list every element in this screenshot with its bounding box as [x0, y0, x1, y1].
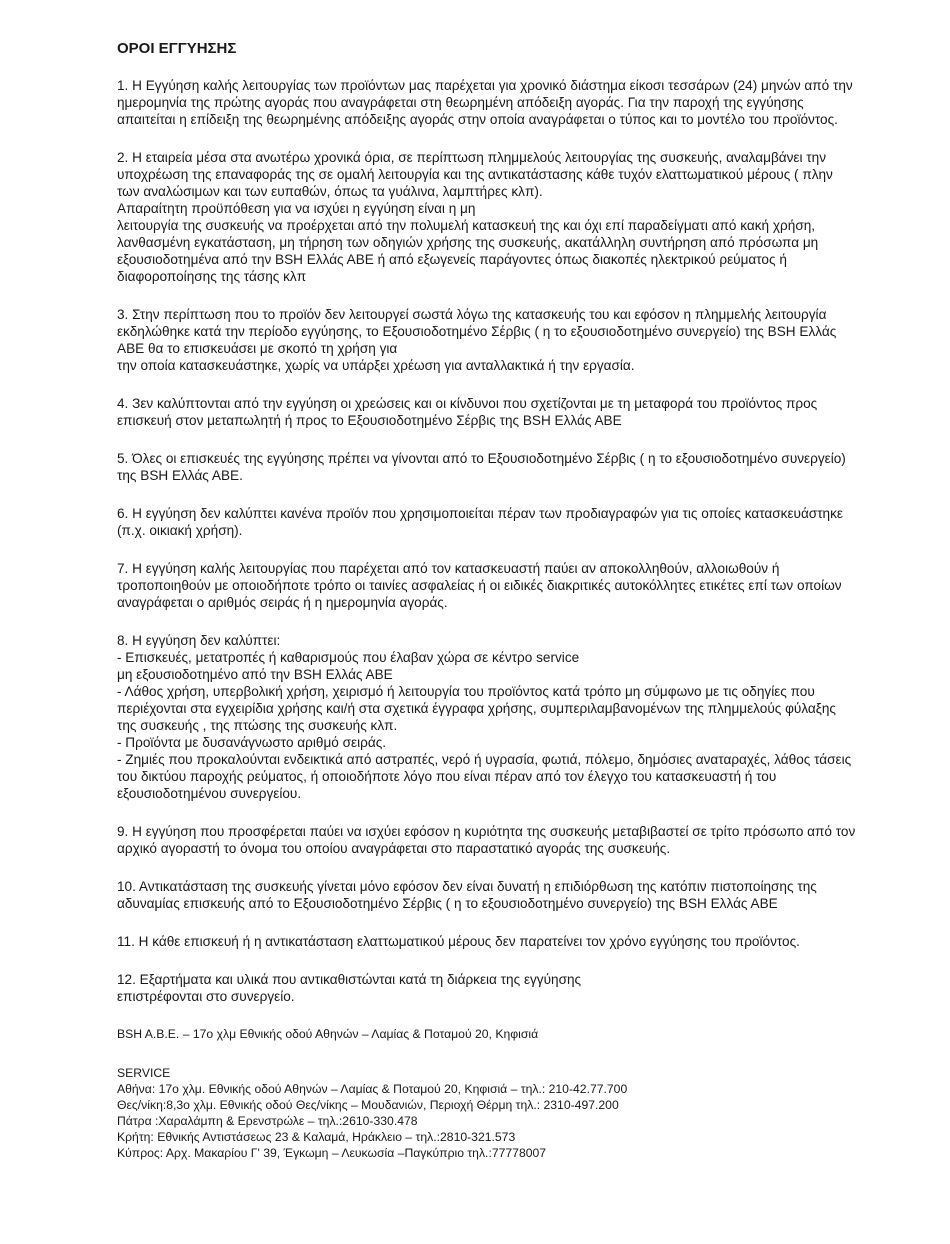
- service-heading: SERVICE: [117, 1066, 171, 1080]
- warranty-document: [117, 40, 857, 1161]
- service-line-crete: Κρήτη: Εθνικής Αντιστάσεως 23 & Καλαμά, Ηράκλειο – τηλ.:2810-321.573: [117, 1130, 516, 1144]
- paragraph-5: 5. Όλες οι επισκευές της εγγύησης πρέπει να γίνονται από το Εξουσιοδοτημένο Σέρβις ( η το εξουσιοδοτημένο συνεργείο) της BSH Ελλάς ΑΒΕ.: [117, 451, 846, 483]
- paragraph-12: 12. Εξαρτήματα και υλικά που αντικαθιστώνται κατά τη διάρκεια της εγγύησης επιστρέφονται στο συνεργείο.: [117, 972, 582, 1004]
- paragraph-1: 1. Η Εγγύηση καλής λειτουργίας των προϊόντων μας παρέχεται για χρονικό διάστημα είκοσι τεσσάρων (24) μηνών από την ημερομηνία της πρώτης αγοράς που αναγράφεται στη θεωρημένη απόδειξη αγοράς. Για την παροχή της εγγύησης απαιτείται η επίδειξη της θεωρημένης απόδειξης αγοράς στην οποία αναγράφεται ο τύπος και το μοντέλο του προϊόντος.: [117, 78, 853, 127]
- document-title: ΟΡΟΙ ΕΓΓΥΗΣΗΣ: [117, 40, 237, 57]
- paragraph-10: 10. Αντικατάσταση της συσκευής γίνεται μόνο εφόσον δεν είναι δυνατή η επιδιόρθωση της κατόπιν πιστοποίησης της αδυναμίας επισκευής από το Εξουσιοδοτημένο Σέρβις ( η το εξουσιοδοτημένο συνεργείο) της BSH Ελλάς ΑΒΕ: [117, 879, 817, 911]
- paragraph-3: 3. Στην περίπτωση που το προϊόν δεν λειτουργεί σωστά λόγω της κατασκευής του και εφόσον η πλημμελής λειτουργία εκδηλώθηκε κατά την περίοδο εγγύησης, το Εξουσιοδοτημένο Σέρβις ( η το εξουσιοδοτημένο συνεργείο) της BSH Ελλάς ΑΒΕ θα το επισκευάσει με σκοπό τη χρήση για την οποία κατασκευάστηκε, χωρίς να υπάρξει χρέωση για ανταλλακτικά ή την εργασία.: [117, 307, 837, 373]
- service-line-patras: Πάτρα :Χαραλάμπη & Ερενστρώλε – τηλ.:2610-330.478: [117, 1114, 418, 1128]
- paragraph-8: 8. Η εγγύηση δεν καλύπτει: - Επισκευές, μετατροπές ή καθαρισμούς που έλαβαν χώρα σε κέντρο service μη εξουσιοδοτημένο από την BSH Ελλάς ΑΒΕ - Λάθος χρήση, υπερβολική χρήση, χειρισμό ή λειτουργία του προϊόντος κατά τρόπο μη σύμφωνο με τις οδηγίες που περιέχονται στα εγχειρίδια χρήσης και/ή στα σχετικά έγγραφα χρήσης, συμπεριλαμβανομένων της πλημμελούς φύλαξης της συσκευής , της πτώσης της συσκευής κλπ. - Προϊόντα με δυσανάγνωστο αριθμό σειράς. - Ζημιές που προκαλούνται ενδεικτικά από αστραπές, νερό ή υγρασία, φωτιά, πόλεμο, δημόσιες αναταραχές, λάθος τάσεις του δικτύου παροχής ρεύματος, ή οποιοδήποτε λόγο που είναι πέραν από τον έλεγχο του κατασκευαστή ή του εξουσιοδοτημένου συνεργείου.: [117, 633, 852, 801]
- service-line-thessaloniki: Θες/νίκη:8,3ο χλμ. Εθνικής οδού Θες/νίκης – Μουδανιών, Περιοχή Θέρμη τηλ.: 2310-497.200: [117, 1098, 619, 1112]
- paragraph-4: 4. Зεν καλύπτονται από την εγγύηση οι χρεώσεις και οι κίνδυνοι που σχετίζονται με τη μεταφορά του προϊόντος προς επισκευή στον μεταπωλητή ή προς το Εξουσιοδοτημένο Σέρβις της BSH Ελλάς ΑΒΕ: [117, 396, 818, 428]
- paragraph-11: 11. Η κάθε επισκευή ή η αντικατάσταση ελαττωματικού μέρους δεν παρατείνει τον χρόνο εγγύησης του προϊόντος.: [117, 934, 800, 949]
- company-address: BSH A.B.E. – 17ο χλμ Εθνικής οδού Αθηνών – Λαμίας & Ποταμού 20, Κηφισιά: [117, 1027, 539, 1041]
- service-line-cyprus: Κύπρος: Αρχ. Μακαρίου Γ' 39, Έγκωμη – Λευκωσία –Παγκύπριο τηλ.:77778007: [117, 1146, 547, 1160]
- service-line-athens: Αθήνα: 17ο χλμ. Εθνικής οδού Αθηνών – Λαμίας & Ποταμού 20, Κηφισιά – τηλ.: 210-42.77.700: [117, 1082, 628, 1096]
- paragraph-2: 2. Η εταιρεία μέσα στα ανωτέρω χρονικά όρια, σε περίπτωση πλημμελούς λειτουργίας της συσκευής, αναλαμβάνει την υποχρέωση της επαναφοράς της σε ομαλή λειτουργία και της αντικατάστασης κάθε τυχόν ελαττωματικού μέρους ( πλην των αναλώσιμων και των ευπαθών, όπως τα γυάλινα, λαμπτήρες κλπ). Απαραίτητη προϋπόθεση για να ισχύει η εγγύηση είναι η μη λειτουργία της συσκευής να προέρχεται από την πολυμελή κατασκευή της και όχι επί παραδείγματι από κακή χρήση, λανθασμένη εγκατάσταση, μη τήρηση των οδηγιών χρήσης της συσκευής, ακατάλληλη συντήρηση από πρόσωπα μη εξουσιοδοτημένα από την BSH Ελλάς ΑΒΕ ή από εξωγενείς παράγοντες όπως διακοπές ηλεκτρικού ρεύματος ή διαφοροποίησης της τάσης κλπ: [117, 150, 833, 284]
- service-contacts: [117, 1065, 857, 1161]
- paragraph-6: 6. Η εγγύηση δεν καλύπτει κανένα προϊόν που χρησιμοποιείται πέραν των προδιαγραφών για τις οποίες κατασκευάστηκε (π.χ. οικιακή χρήση).: [117, 506, 843, 538]
- paragraph-9: 9. Η εγγύηση που προσφέρεται παύει να ισχύει εφόσον η κυριότητα της συσκευής μεταβιβαστεί σε τρίτο πρόσωπο από τον αρχικό αγοραστή το όνομα του οποίου αναγράφεται στο παραστατικό αγοράς της συσκευής.: [117, 824, 856, 856]
- paragraph-7: 7. Η εγγύηση καλής λειτουργίας που παρέχεται από τον κατασκευαστή παύει αν αποκολληθούν, αλλοιωθούν ή τροποποιηθούν με οποιοδήποτε τρόπο οι ταινίες ασφαλείας ή οι ειδικές διακριτικές αυτοκόλλητες ετικέτες επί των οποίων αναγράφεται ο αριθμός σειράς ή η ημερομηνία αγοράς.: [117, 561, 842, 610]
